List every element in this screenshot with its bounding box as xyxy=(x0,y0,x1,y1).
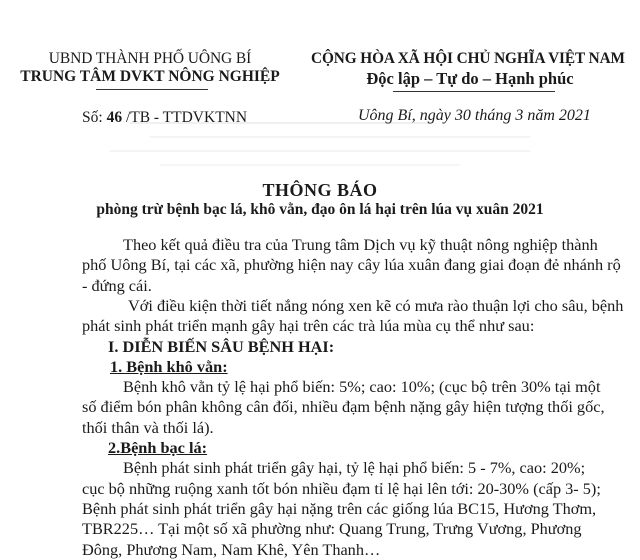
doc-no-number: 46 xyxy=(106,109,123,126)
motto-underline xyxy=(393,91,555,92)
doc-no-prefix: Số: xyxy=(82,109,103,126)
paragraph-2-line-1: Với điều kiện thời tiết nắng nóng xen kẽ có mưa rào thuận lợi cho sâu, bệnh xyxy=(128,295,624,315)
paragraph-1-line-1: Theo kết quả điều tra của Trung tâm Dịch vụ kỹ thuật nông nghiệp thành xyxy=(123,235,598,254)
org-parent-name: UBND THÀNH PHỐ UÔNG BÍ xyxy=(48,50,252,67)
national-title: CỘNG HÒA XÃ HỘI CHỦ NGHĨA VIỆT NAM xyxy=(311,50,625,67)
subsection-2-line-2: cục bộ những ruộng xanh tốt bón nhiều đạm tỉ lệ hại lên tới: 20-30% (cấp 3- 5); xyxy=(82,478,601,498)
document-title: THÔNG BÁO xyxy=(262,180,378,200)
document-subtitle: phòng trừ bệnh bạc lá, khô vằn, đạo ôn lá hại trên lúa vụ xuân 2021 xyxy=(96,201,544,218)
subsection-2-line-3: Bệnh phát sinh phát triển gây hại nặng trên các giống lúa BC15, Hương Thơm, xyxy=(82,498,597,518)
place-date: Uông Bí, ngày 30 tháng 3 năm 2021 xyxy=(358,107,591,124)
scan-noise xyxy=(110,150,530,152)
scan-noise xyxy=(150,136,530,138)
subsection-1-line-3: thối thân và thối lá). xyxy=(82,417,214,437)
paragraph-1-line-3: - đứng cái. xyxy=(82,275,152,295)
subsection-heading-2: 2.Bệnh bạc lá: xyxy=(108,438,208,457)
paragraph-2-line-2: phát sinh phát triển mạnh gây hại trên các trà lúa mùa cụ thể như sau: xyxy=(82,316,535,336)
org-underline xyxy=(96,89,208,90)
national-motto: Độc lập – Tự do – Hạnh phúc xyxy=(366,69,574,88)
subsection-1-line-2: số điểm bón phân không cân đối, nhiều đạm bệnh nặng gây hiện tượng thối gốc, xyxy=(82,397,605,417)
subsection-2-line-4: TBR225… Tại một số xã phường như: Quang Trung, Trưng Vương, Phương xyxy=(82,519,582,539)
subsection-2-line-1: Bệnh phát sinh phát triển gây hại, tỷ lệ hại phổ biến: 5 - 7%, cao: 20%; xyxy=(123,458,586,478)
paragraph-1-line-2: phố Uông Bí, tại các xã, phường hiện nay cây lúa xuân đang giai đoạn đẻ nhánh rộ xyxy=(82,255,621,275)
doc-no-suffix: /TB - TTDVKTNN xyxy=(125,109,248,126)
subsection-2-line-5: Đông, Phương Nam, Nam Khê, Yên Thanh… xyxy=(82,539,381,559)
subsection-1-line-1: Bệnh khô vằn tỷ lệ hại phổ biến: 5%; cao: 10%; (cục bộ trên 30% tại một xyxy=(123,377,601,397)
scan-noise xyxy=(160,164,460,166)
document-number xyxy=(82,109,247,127)
section-heading: I. DIỄN BIẾN SÂU BỆNH HẠI: xyxy=(108,336,335,356)
subsection-heading-1: 1. Bệnh khô vằn: xyxy=(110,356,228,376)
org-name: TRUNG TÂM DVKT NÔNG NGHIỆP xyxy=(20,68,280,85)
